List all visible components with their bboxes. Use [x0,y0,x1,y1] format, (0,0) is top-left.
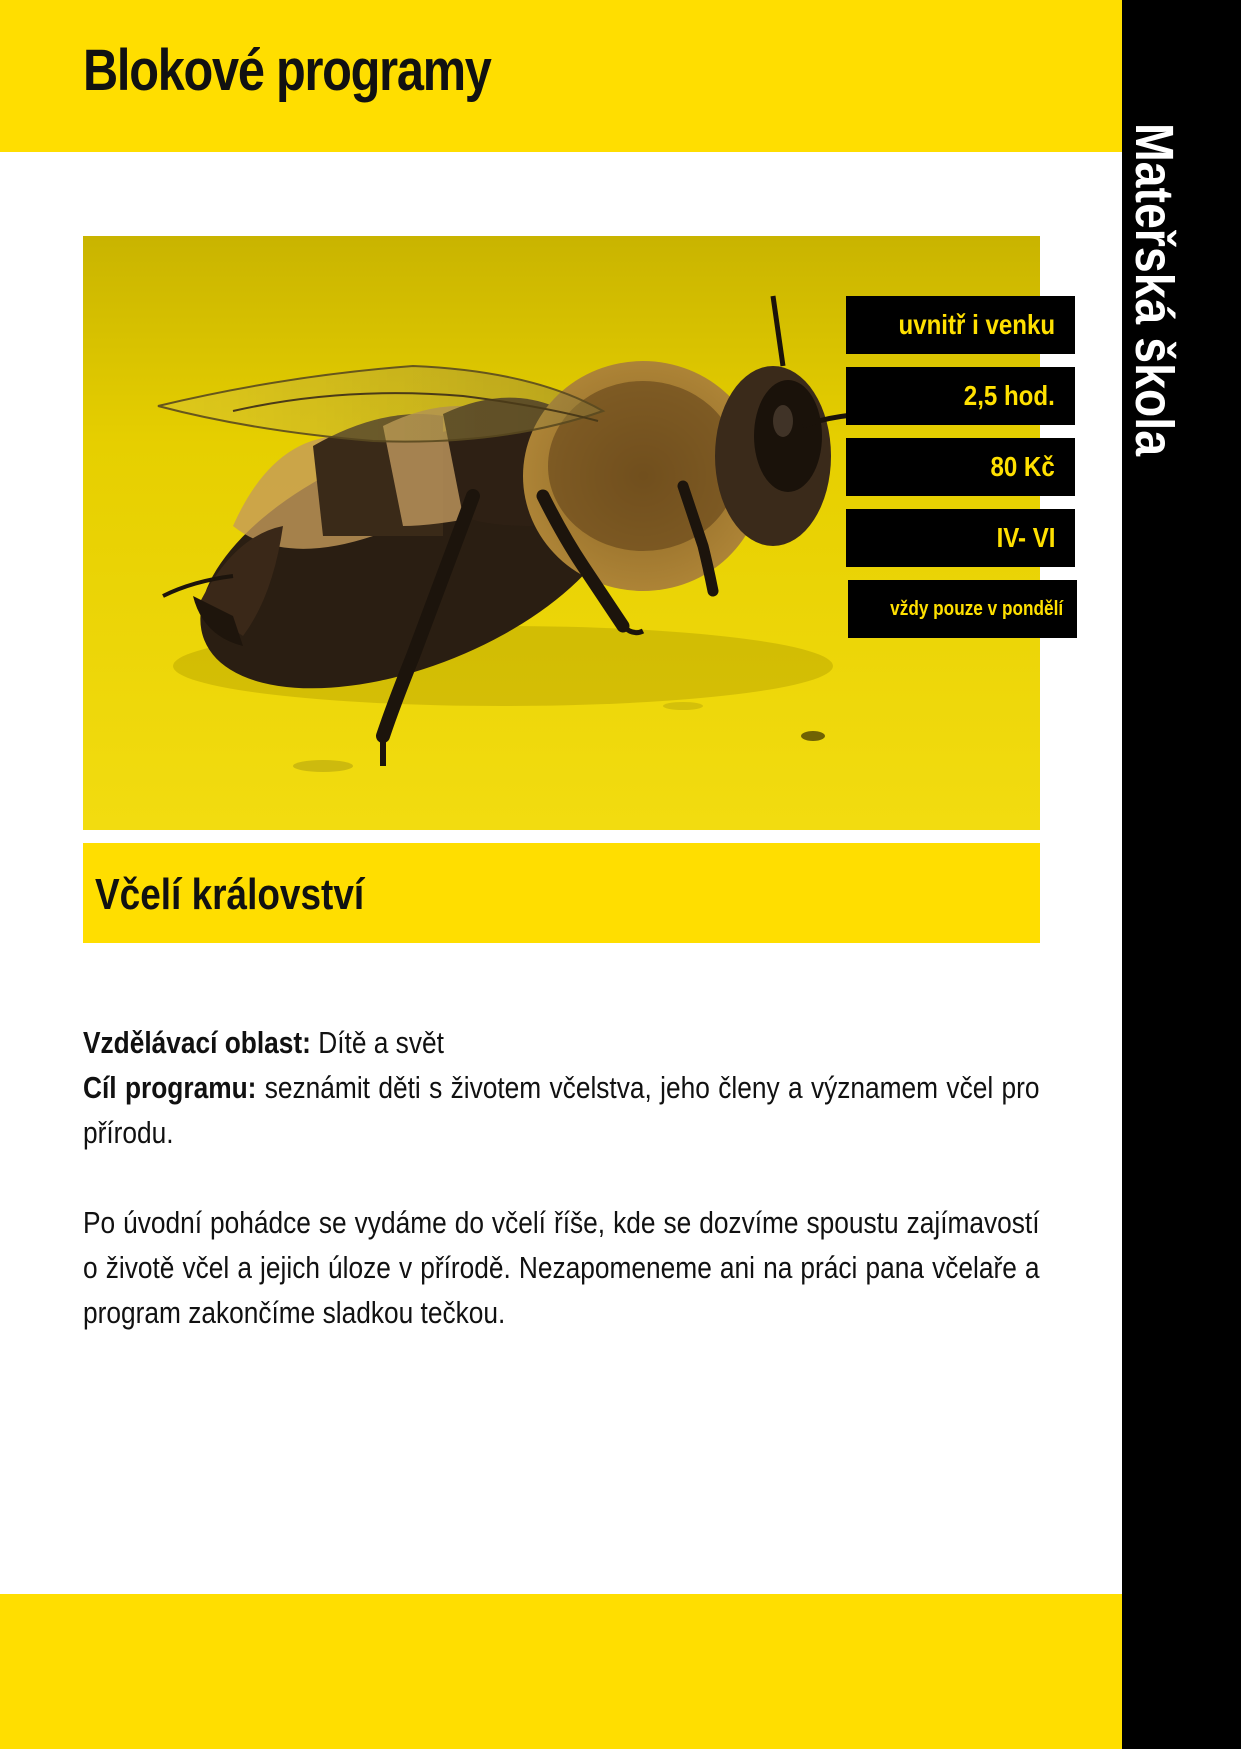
footer-band [0,1594,1122,1749]
tag-schedule [848,580,1077,638]
program-description: Po úvodní pohádce se vydáme do včelí říše, kde se dozvíme spoustu zajímavostí o životě včel a jejich úloze v přírodě. Nezapomeneme ani na práci pana včelaře a program zakončíme sladkou tečkou. [83,1205,1040,1330]
tag-location-text: uvnitř i venku [898,309,1055,340]
sidebar-label: Mateřská škola [1124,123,1184,457]
area-value: Dítě a svět [318,1025,444,1060]
tag-months-text: IV- VI [996,522,1055,553]
goal-value: seznámit děti s životem včelstva, jeho členy a významem včel pro přírodu. [83,1070,1040,1150]
page-title: Blokové programy [83,38,491,103]
program-title-box [83,843,1040,943]
tag-price [846,438,1075,496]
tag-duration [846,367,1075,425]
header-band [0,0,1122,152]
details-area [83,1020,1040,1065]
tag-duration-text: 2,5 hod. [964,380,1055,411]
paragraph-gap [83,1155,1040,1200]
tag-schedule-text: vždy pouze v pondělí [890,598,1063,620]
area-label: Vzdělávací oblast: [83,1025,311,1060]
tag-price-text: 80 Kč [990,451,1055,482]
tag-location [846,296,1075,354]
tag-months [846,509,1075,567]
program-title: Včelí království [95,870,365,919]
goal-label: Cíl programu: [83,1070,257,1105]
program-details [83,1020,1040,1335]
details-goal [83,1065,1040,1155]
